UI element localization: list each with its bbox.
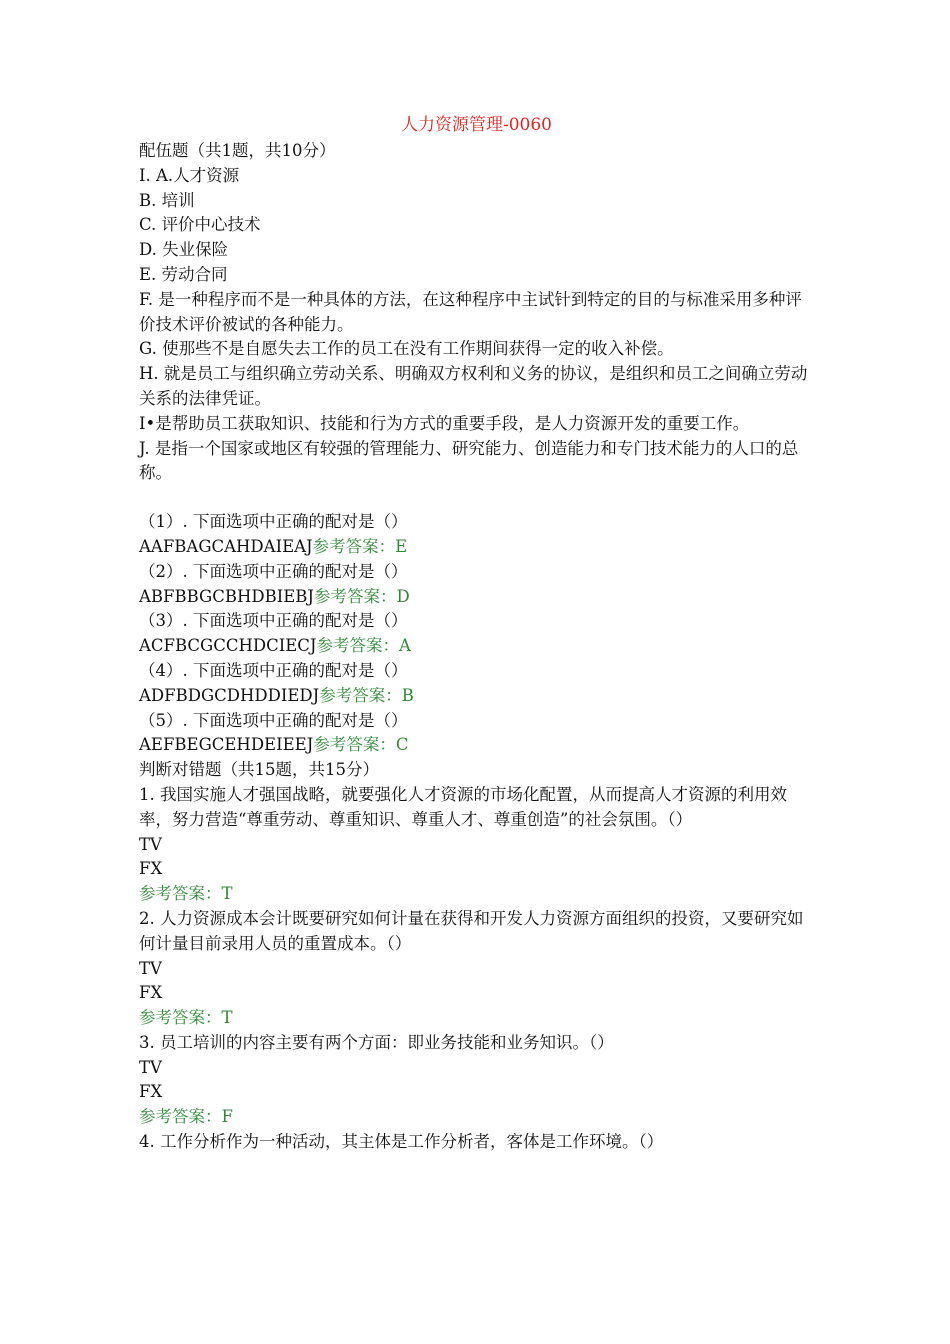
pair-codes: AEFBEGCEHDEIEEJ (139, 735, 314, 755)
tf-option-true: TV (139, 834, 162, 854)
option-a: I. A.人才资源 (139, 165, 240, 185)
document-page (139, 113, 814, 1155)
tf-question: 2. 人力资源成本会计既要研究如何计量在获得和开发人力资源方面组织的投资，又要研究如何计量目前录用人员的重置成本。（） (139, 908, 804, 953)
matching-answer-row (139, 634, 814, 659)
matching-question: （4）. 下面选项中正确的配对是（） (139, 660, 408, 680)
matching-heading: 配伍题（共1题，共10分） (139, 141, 336, 160)
pair-codes: ADFBDGCDHDDIEDJ (139, 685, 320, 705)
matching-question: （5）. 下面选项中正确的配对是（） (139, 710, 408, 730)
definition-i: I•是帮助员工获取知识、技能和行为方式的重要手段，是人力资源开发的重要工作。 (139, 413, 750, 433)
definition-f: F. 是一种程序而不是一种具体的方法，在这种程序中主试针到特定的目的与标准采用多种评价技术评价被试的各种能力。 (139, 289, 802, 334)
option-c: C. 评价中心技术 (139, 215, 261, 235)
tf-question: 1. 我国实施人才强国战略，就要强化人才资源的市场化配置，从而提高人才资源的利用效率，努力营造“尊重劳动、尊重知识、尊重人才、尊重创造”的社会氛围。（） (139, 784, 787, 829)
spacer (139, 486, 814, 510)
tf-option-false: FX (139, 1082, 163, 1102)
tf-option-true: TV (139, 1057, 162, 1077)
tf-option-true: TV (139, 958, 162, 978)
reference-answer: 参考答案：A (316, 636, 411, 656)
tf-option-false: FX (139, 983, 163, 1003)
reference-answer: 参考答案：F (139, 1107, 233, 1127)
reference-answer: 参考答案：B (319, 685, 414, 705)
option-d: D. 失业保险 (139, 240, 229, 260)
definition-j: J. 是指一个国家或地区有较强的管理能力、研究能力、创造能力和专门技术能力的人口的总称。 (139, 438, 799, 483)
matching-answer-row (139, 585, 814, 610)
matching-answer-row (139, 684, 814, 709)
tf-question: 3. 员工培训的内容主要有两个方面：即业务技能和业务知识。（） (139, 1032, 614, 1052)
reference-answer: 参考答案：T (139, 884, 233, 904)
pair-codes: ACFBCGCCHDCIECJ (139, 636, 317, 656)
option-b: B. 培训 (139, 190, 195, 210)
matching-question: （2）. 下面选项中正确的配对是（） (139, 561, 408, 581)
matching-answer-row (139, 535, 814, 560)
page-title: 人力资源管理-0060 (400, 115, 552, 135)
matching-answer-row (139, 733, 814, 758)
option-e: E. 劳动合同 (139, 264, 228, 284)
definition-g: G. 使那些不是自愿失去工作的员工在没有工作期间获得一定的收入补偿。 (139, 339, 674, 359)
definition-h: H. 就是员工与组织确立劳动关系、明确双方权利和义务的协议，是组织和员工之间确立劳动关系的法律凭证。 (139, 364, 808, 408)
pair-codes: AAFBAGCAHDAIEAJ (139, 536, 313, 556)
reference-answer: 参考答案：C (313, 735, 409, 755)
reference-answer: 参考答案：E (312, 536, 408, 556)
pair-codes: ABFBBGCBHDBIEBJ (139, 586, 315, 606)
matching-question: （3）. 下面选项中正确的配对是（） (139, 611, 408, 631)
tf-question: 4. 工作分析作为一种活动，其主体是工作分析者，客体是工作环境。（） (139, 1132, 664, 1152)
reference-answer: 参考答案：T (139, 1008, 233, 1028)
matching-question: （1）. 下面选项中正确的配对是（） (139, 512, 408, 532)
tf-option-false: FX (139, 859, 163, 879)
reference-answer: 参考答案：D (314, 586, 410, 606)
truefalse-heading: 判断对错题（共15题，共15分） (139, 760, 379, 780)
